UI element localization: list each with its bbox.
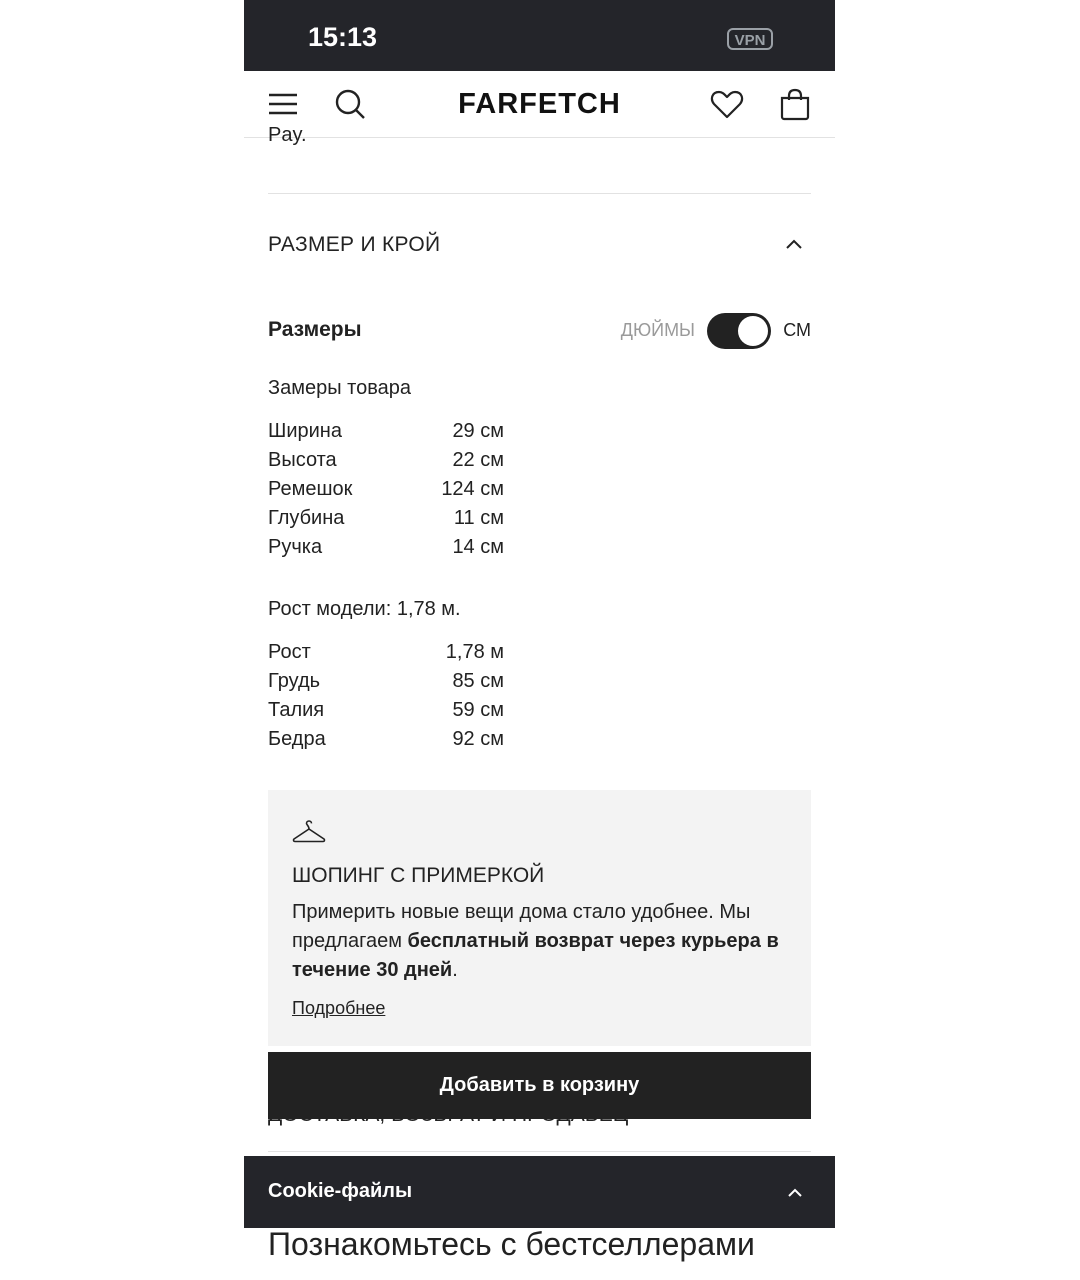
measurement-value: 29 см xyxy=(452,420,504,442)
measurement-row xyxy=(268,725,504,754)
bestsellers-heading: Познакомьтесь с бестселлерами xyxy=(268,1226,755,1262)
unit-toggle[interactable] xyxy=(707,313,771,349)
measurement-value: 92 см xyxy=(452,728,504,750)
status-bar xyxy=(244,0,835,71)
measurement-row xyxy=(268,667,504,696)
measurement-row xyxy=(268,475,504,504)
measurement-label: Талия xyxy=(268,699,325,721)
measurement-row xyxy=(268,696,504,725)
measurement-value: 14 см xyxy=(452,536,504,558)
model-height-title: Рост модели: 1,78 м. xyxy=(268,598,461,620)
promo-text-bold: бесплатный возврат через курьера в течение 30 дней xyxy=(292,930,779,981)
divider xyxy=(268,193,811,194)
toggle-knob xyxy=(738,316,768,346)
promo-title: ШОПИНГ С ПРИМЕРКОЙ xyxy=(292,864,545,887)
product-measurements-table xyxy=(268,417,504,562)
measurement-value: 11 см xyxy=(453,507,504,529)
app-header xyxy=(244,71,835,138)
measurement-label: Рост xyxy=(268,641,311,663)
vpn-badge: VPN xyxy=(727,28,773,50)
measurement-label: Ручка xyxy=(268,536,323,558)
measurement-row xyxy=(268,446,504,475)
measurement-value: 59 см xyxy=(452,699,504,721)
more-info-link[interactable]: Подробнее xyxy=(292,998,386,1018)
phone-screen xyxy=(244,0,835,1280)
measurement-row xyxy=(268,533,504,562)
sizes-label: Размеры xyxy=(268,318,362,341)
measurement-label: Ремешок xyxy=(268,478,353,500)
bag-icon[interactable] xyxy=(778,87,812,121)
status-time: 15:13 xyxy=(308,22,378,52)
measurement-row xyxy=(268,504,504,533)
size-fit-section-title[interactable]: РАЗМЕР И КРОЙ xyxy=(268,233,441,256)
model-measurements-table xyxy=(268,638,504,754)
promo-text-part2: . xyxy=(452,959,458,981)
measurement-row xyxy=(268,638,504,667)
cookie-bar[interactable] xyxy=(244,1156,835,1228)
measurement-row xyxy=(268,417,504,446)
measurement-label: Грудь xyxy=(268,670,321,692)
unit-toggle-group xyxy=(611,311,811,349)
farfetch-logo[interactable]: FARFETCH xyxy=(458,88,621,120)
promo-text-part1: Примерить новые вещи дома стало удобнее. Мы предлагаем xyxy=(292,901,751,952)
measurement-value: 22 см xyxy=(452,449,504,471)
measurement-label: Высота xyxy=(268,449,337,471)
add-to-cart-button[interactable]: Добавить в корзину xyxy=(268,1052,811,1119)
chevron-up-icon[interactable] xyxy=(787,1187,803,1198)
promo-text xyxy=(292,898,792,985)
measurement-value: 85 см xyxy=(452,670,504,692)
measurement-label: Глубина xyxy=(268,507,345,529)
measurement-value: 124 см xyxy=(441,478,504,500)
measurement-value: 1,78 м xyxy=(445,641,504,663)
cookie-bar-label: Cookie-файлы xyxy=(268,1180,413,1202)
try-on-promo xyxy=(268,790,811,1046)
cm-label[interactable]: СМ xyxy=(783,320,811,340)
chevron-up-icon[interactable] xyxy=(785,238,803,250)
divider xyxy=(268,1151,811,1152)
hanger-icon xyxy=(292,820,326,844)
measurement-label: Бедра xyxy=(268,728,326,750)
inches-label[interactable]: ДЮЙМЫ xyxy=(620,320,695,340)
heart-icon[interactable] xyxy=(710,87,744,121)
payment-info-text: Pay. xyxy=(268,124,307,146)
measurement-label: Ширина xyxy=(268,420,342,442)
product-measurements-title: Замеры товара xyxy=(268,377,411,399)
